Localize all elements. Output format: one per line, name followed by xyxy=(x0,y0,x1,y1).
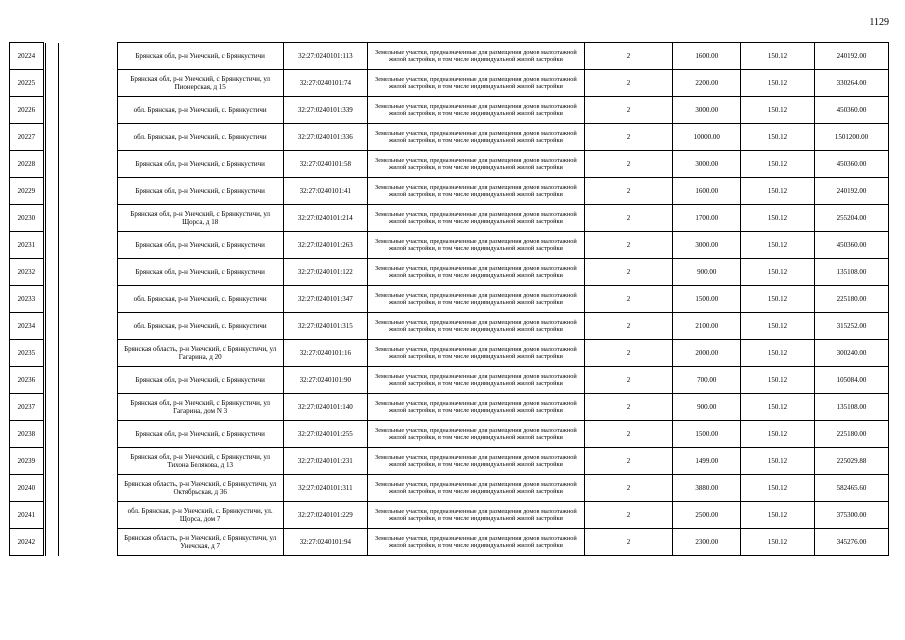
spacer-cell xyxy=(58,502,117,529)
table-row xyxy=(10,286,889,313)
cadastral-value-cell: 240192.00 xyxy=(814,43,888,70)
cadastral-number-cell: 32:27:0240101:339 xyxy=(283,97,368,124)
table-row xyxy=(10,205,889,232)
row-number-cell: 20226 xyxy=(10,97,44,124)
area-cell: 1500.00 xyxy=(673,286,741,313)
row-number-cell: 20239 xyxy=(10,448,44,475)
row-number-cell: 20227 xyxy=(10,124,44,151)
spacer-cell xyxy=(58,529,117,556)
spacer-cell xyxy=(58,448,117,475)
spacer-cell xyxy=(58,340,117,367)
cadastral-value-cell: 225180.00 xyxy=(814,421,888,448)
group-number-cell: 2 xyxy=(584,259,673,286)
land-use-description-cell: Земельные участки, предназначенные для размещения домов малоэтажной жилой застройки, в том числе индивидуальной жилой застройки xyxy=(368,340,585,367)
row-number-cell: 20241 xyxy=(10,502,44,529)
land-use-description-cell: Земельные участки, предназначенные для размещения домов малоэтажной жилой застройки, в том числе индивидуальной жилой застройки xyxy=(368,232,585,259)
specific-value-cell: 150.12 xyxy=(741,502,815,529)
spacer-cell xyxy=(58,367,117,394)
address-cell: Брянская обл, р-н Унечский, с Брянкустичи, ул Тихона Белякова, д 13 xyxy=(117,448,283,475)
address-cell: Брянская обл, р-н Унечский, с Брянкустичи xyxy=(117,151,283,178)
area-cell: 900.00 xyxy=(673,259,741,286)
cadastral-value-cell: 135108.00 xyxy=(814,259,888,286)
group-number-cell: 2 xyxy=(584,70,673,97)
land-use-description-cell: Земельные участки, предназначенные для размещения домов малоэтажной жилой застройки, в том числе индивидуальной жилой застройки xyxy=(368,178,585,205)
cadastral-value-cell: 315252.00 xyxy=(814,313,888,340)
area-cell: 1700.00 xyxy=(673,205,741,232)
spacer-cell xyxy=(58,124,117,151)
spacer-cell xyxy=(58,43,117,70)
spacer-cell xyxy=(58,259,117,286)
cadastral-number-cell: 32:27:0240101:229 xyxy=(283,502,368,529)
table-row xyxy=(10,151,889,178)
area-cell: 1600.00 xyxy=(673,178,741,205)
address-cell: Брянская обл, р-н Унечский, с Брянкустичи xyxy=(117,421,283,448)
land-use-description-cell: Земельные участки, предназначенные для размещения домов малоэтажной жилой застройки, в том числе индивидуальной жилой застройки xyxy=(368,448,585,475)
spacer-cell xyxy=(45,151,58,178)
row-number-cell: 20234 xyxy=(10,313,44,340)
area-cell: 2300.00 xyxy=(673,529,741,556)
spacer-cell xyxy=(58,286,117,313)
group-number-cell: 2 xyxy=(584,313,673,340)
address-cell: Брянская обл, р-н Унечский, с Брянкустичи xyxy=(117,178,283,205)
table-row xyxy=(10,421,889,448)
cadastral-number-cell: 32:27:0240101:41 xyxy=(283,178,368,205)
specific-value-cell: 150.12 xyxy=(741,394,815,421)
area-cell: 2200.00 xyxy=(673,70,741,97)
spacer-cell xyxy=(45,259,58,286)
group-number-cell: 2 xyxy=(584,475,673,502)
specific-value-cell: 150.12 xyxy=(741,421,815,448)
area-cell: 1499.00 xyxy=(673,448,741,475)
row-number-cell: 20232 xyxy=(10,259,44,286)
spacer-cell xyxy=(45,43,58,70)
cadastral-value-table-container xyxy=(9,42,889,556)
row-number-cell: 20242 xyxy=(10,529,44,556)
address-cell: обл. Брянская, р-н Унечский, с. Брянкустичи, ул. Щорса, дом 7 xyxy=(117,502,283,529)
land-use-description-cell: Земельные участки, предназначенные для размещения домов малоэтажной жилой застройки, в том числе индивидуальной жилой застройки xyxy=(368,475,585,502)
land-use-description-cell: Земельные участки, предназначенные для размещения домов малоэтажной жилой застройки, в том числе индивидуальной жилой застройки xyxy=(368,151,585,178)
spacer-cell xyxy=(45,367,58,394)
cadastral-value-cell: 375300.00 xyxy=(814,502,888,529)
cadastral-number-cell: 32:27:0240101:214 xyxy=(283,205,368,232)
cadastral-value-cell: 582465.60 xyxy=(814,475,888,502)
row-number-cell: 20225 xyxy=(10,70,44,97)
row-number-cell: 20235 xyxy=(10,340,44,367)
spacer-cell xyxy=(58,97,117,124)
group-number-cell: 2 xyxy=(584,367,673,394)
cadastral-number-cell: 32:27:0240101:263 xyxy=(283,232,368,259)
land-use-description-cell: Земельные участки, предназначенные для размещения домов малоэтажной жилой застройки, в том числе индивидуальной жилой застройки xyxy=(368,421,585,448)
cadastral-number-cell: 32:27:0240101:311 xyxy=(283,475,368,502)
spacer-cell xyxy=(58,475,117,502)
area-cell: 2000.00 xyxy=(673,340,741,367)
spacer-cell xyxy=(45,232,58,259)
cadastral-number-cell: 32:27:0240101:336 xyxy=(283,124,368,151)
row-number-cell: 20224 xyxy=(10,43,44,70)
spacer-cell xyxy=(58,394,117,421)
specific-value-cell: 150.12 xyxy=(741,124,815,151)
row-number-cell: 20231 xyxy=(10,232,44,259)
spacer-cell xyxy=(45,340,58,367)
cadastral-value-cell: 240192.00 xyxy=(814,178,888,205)
group-number-cell: 2 xyxy=(584,340,673,367)
address-cell: Брянская обл, р-н Унечский, с Брянкустичи xyxy=(117,367,283,394)
address-cell: Брянская область, р-н Унечский, с Брянкустичи, ул Унечская, д 7 xyxy=(117,529,283,556)
spacer-cell xyxy=(45,97,58,124)
cadastral-value-cell: 225180.00 xyxy=(814,286,888,313)
area-cell: 3000.00 xyxy=(673,97,741,124)
table-row xyxy=(10,97,889,124)
group-number-cell: 2 xyxy=(584,286,673,313)
spacer-cell xyxy=(45,178,58,205)
area-cell: 900.00 xyxy=(673,394,741,421)
specific-value-cell: 150.12 xyxy=(741,340,815,367)
land-use-description-cell: Земельные участки, предназначенные для размещения домов малоэтажной жилой застройки, в том числе индивидуальной жилой застройки xyxy=(368,367,585,394)
group-number-cell: 2 xyxy=(584,421,673,448)
row-number-cell: 20240 xyxy=(10,475,44,502)
cadastral-value-cell: 255204.00 xyxy=(814,205,888,232)
spacer-cell xyxy=(58,421,117,448)
group-number-cell: 2 xyxy=(584,529,673,556)
row-number-cell: 20238 xyxy=(10,421,44,448)
spacer-cell xyxy=(45,124,58,151)
land-use-description-cell: Земельные участки, предназначенные для размещения домов малоэтажной жилой застройки, в том числе индивидуальной жилой застройки xyxy=(368,124,585,151)
specific-value-cell: 150.12 xyxy=(741,151,815,178)
table-row xyxy=(10,367,889,394)
cadastral-value-cell: 450360.00 xyxy=(814,97,888,124)
land-use-description-cell: Земельные участки, предназначенные для размещения домов малоэтажной жилой застройки, в том числе индивидуальной жилой застройки xyxy=(368,97,585,124)
table-row xyxy=(10,124,889,151)
group-number-cell: 2 xyxy=(584,394,673,421)
area-cell: 3880.00 xyxy=(673,475,741,502)
group-number-cell: 2 xyxy=(584,448,673,475)
spacer-cell xyxy=(45,286,58,313)
specific-value-cell: 150.12 xyxy=(741,475,815,502)
cadastral-number-cell: 32:27:0240101:94 xyxy=(283,529,368,556)
group-number-cell: 2 xyxy=(584,205,673,232)
address-cell: Брянская обл, р-н Унечский, с Брянкустичи, ул Гагарина, дом N 3 xyxy=(117,394,283,421)
cadastral-number-cell: 32:27:0240101:74 xyxy=(283,70,368,97)
address-cell: Брянская область, р-н Унечский, с Брянкустичи, ул Гагарина, д 20 xyxy=(117,340,283,367)
cadastral-value-table xyxy=(9,42,889,556)
specific-value-cell: 150.12 xyxy=(741,178,815,205)
table-row xyxy=(10,232,889,259)
spacer-cell xyxy=(45,421,58,448)
group-number-cell: 2 xyxy=(584,97,673,124)
specific-value-cell: 150.12 xyxy=(741,70,815,97)
area-cell: 3000.00 xyxy=(673,151,741,178)
cadastral-number-cell: 32:27:0240101:255 xyxy=(283,421,368,448)
land-use-description-cell: Земельные участки, предназначенные для размещения домов малоэтажной жилой застройки, в том числе индивидуальной жилой застройки xyxy=(368,529,585,556)
group-number-cell: 2 xyxy=(584,124,673,151)
land-use-description-cell: Земельные участки, предназначенные для размещения домов малоэтажной жилой застройки, в том числе индивидуальной жилой застройки xyxy=(368,394,585,421)
spacer-cell xyxy=(58,151,117,178)
row-number-cell: 20236 xyxy=(10,367,44,394)
table-body xyxy=(10,43,889,556)
land-use-description-cell: Земельные участки, предназначенные для размещения домов малоэтажной жилой застройки, в том числе индивидуальной жилой застройки xyxy=(368,259,585,286)
area-cell: 1500.00 xyxy=(673,421,741,448)
cadastral-number-cell: 32:27:0240101:122 xyxy=(283,259,368,286)
table-row xyxy=(10,340,889,367)
area-cell: 3000.00 xyxy=(673,232,741,259)
spacer-cell xyxy=(58,205,117,232)
cadastral-number-cell: 32:27:0240101:16 xyxy=(283,340,368,367)
cadastral-value-cell: 1501200.00 xyxy=(814,124,888,151)
specific-value-cell: 150.12 xyxy=(741,367,815,394)
table-row xyxy=(10,394,889,421)
land-use-description-cell: Земельные участки, предназначенные для размещения домов малоэтажной жилой застройки, в том числе индивидуальной жилой застройки xyxy=(368,502,585,529)
spacer-cell xyxy=(45,394,58,421)
cadastral-number-cell: 32:27:0240101:231 xyxy=(283,448,368,475)
table-row xyxy=(10,259,889,286)
page-number: 1129 xyxy=(869,17,889,28)
cadastral-number-cell: 32:27:0240101:315 xyxy=(283,313,368,340)
area-cell: 10000.00 xyxy=(673,124,741,151)
row-number-cell: 20230 xyxy=(10,205,44,232)
row-number-cell: 20228 xyxy=(10,151,44,178)
cadastral-value-cell: 300240.00 xyxy=(814,340,888,367)
row-number-cell: 20237 xyxy=(10,394,44,421)
group-number-cell: 2 xyxy=(584,502,673,529)
cadastral-value-cell: 225029.88 xyxy=(814,448,888,475)
specific-value-cell: 150.12 xyxy=(741,286,815,313)
table-row xyxy=(10,475,889,502)
specific-value-cell: 150.12 xyxy=(741,313,815,340)
land-use-description-cell: Земельные участки, предназначенные для размещения домов малоэтажной жилой застройки, в том числе индивидуальной жилой застройки xyxy=(368,70,585,97)
specific-value-cell: 150.12 xyxy=(741,529,815,556)
address-cell: Брянская обл, р-н Унечский, с Брянкустичи xyxy=(117,43,283,70)
address-cell: Брянская обл, р-н Унечский, с Брянкустичи, ул Пионерская, д 15 xyxy=(117,70,283,97)
group-number-cell: 2 xyxy=(584,232,673,259)
spacer-cell xyxy=(45,529,58,556)
land-use-description-cell: Земельные участки, предназначенные для размещения домов малоэтажной жилой застройки, в том числе индивидуальной жилой застройки xyxy=(368,286,585,313)
spacer-cell xyxy=(45,502,58,529)
table-row xyxy=(10,529,889,556)
spacer-cell xyxy=(45,313,58,340)
spacer-cell xyxy=(45,70,58,97)
address-cell: Брянская обл, р-н Унечский, с Брянкустичи, ул Щорса, д 18 xyxy=(117,205,283,232)
land-use-description-cell: Земельные участки, предназначенные для размещения домов малоэтажной жилой застройки, в том числе индивидуальной жилой застройки xyxy=(368,43,585,70)
group-number-cell: 2 xyxy=(584,43,673,70)
cadastral-number-cell: 32:27:0240101:140 xyxy=(283,394,368,421)
address-cell: Брянская обл, р-н Унечский, с Брянкустичи xyxy=(117,259,283,286)
address-cell: обл. Брянская, р-н Унечский, с. Брянкустичи xyxy=(117,124,283,151)
cadastral-value-cell: 450360.00 xyxy=(814,232,888,259)
address-cell: Брянская обл, р-н Унечский, с Брянкустичи xyxy=(117,232,283,259)
cadastral-value-cell: 345276.00 xyxy=(814,529,888,556)
area-cell: 700.00 xyxy=(673,367,741,394)
table-row xyxy=(10,70,889,97)
address-cell: обл. Брянская, р-н Унечский, с. Брянкустичи xyxy=(117,286,283,313)
specific-value-cell: 150.12 xyxy=(741,97,815,124)
area-cell: 2500.00 xyxy=(673,502,741,529)
spacer-cell xyxy=(58,232,117,259)
table-row xyxy=(10,502,889,529)
spacer-cell xyxy=(45,475,58,502)
cadastral-number-cell: 32:27:0240101:90 xyxy=(283,367,368,394)
spacer-cell xyxy=(58,178,117,205)
spacer-cell xyxy=(45,205,58,232)
group-number-cell: 2 xyxy=(584,151,673,178)
area-cell: 1600.00 xyxy=(673,43,741,70)
address-cell: обл. Брянская, р-н Унечский, с. Брянкустичи xyxy=(117,313,283,340)
table-row xyxy=(10,313,889,340)
cadastral-value-cell: 135108.00 xyxy=(814,394,888,421)
specific-value-cell: 150.12 xyxy=(741,448,815,475)
cadastral-number-cell: 32:27:0240101:113 xyxy=(283,43,368,70)
area-cell: 2100.00 xyxy=(673,313,741,340)
spacer-cell xyxy=(45,448,58,475)
group-number-cell: 2 xyxy=(584,178,673,205)
land-use-description-cell: Земельные участки, предназначенные для размещения домов малоэтажной жилой застройки, в том числе индивидуальной жилой застройки xyxy=(368,313,585,340)
land-use-description-cell: Земельные участки, предназначенные для размещения домов малоэтажной жилой застройки, в том числе индивидуальной жилой застройки xyxy=(368,205,585,232)
table-row xyxy=(10,448,889,475)
cadastral-value-cell: 105084.00 xyxy=(814,367,888,394)
spacer-cell xyxy=(58,70,117,97)
spacer-cell xyxy=(58,313,117,340)
table-row xyxy=(10,178,889,205)
cadastral-value-cell: 450360.00 xyxy=(814,151,888,178)
specific-value-cell: 150.12 xyxy=(741,232,815,259)
specific-value-cell: 150.12 xyxy=(741,43,815,70)
address-cell: обл. Брянская, р-н Унечский, с. Брянкустичи xyxy=(117,97,283,124)
specific-value-cell: 150.12 xyxy=(741,259,815,286)
cadastral-number-cell: 32:27:0240101:58 xyxy=(283,151,368,178)
cadastral-value-cell: 330264.00 xyxy=(814,70,888,97)
address-cell: Брянская область, р-н Унечский, с Брянкустичи, ул Октябрьская, д 36 xyxy=(117,475,283,502)
row-number-cell: 20229 xyxy=(10,178,44,205)
row-number-cell: 20233 xyxy=(10,286,44,313)
specific-value-cell: 150.12 xyxy=(741,205,815,232)
table-row xyxy=(10,43,889,70)
cadastral-number-cell: 32:27:0240101:347 xyxy=(283,286,368,313)
